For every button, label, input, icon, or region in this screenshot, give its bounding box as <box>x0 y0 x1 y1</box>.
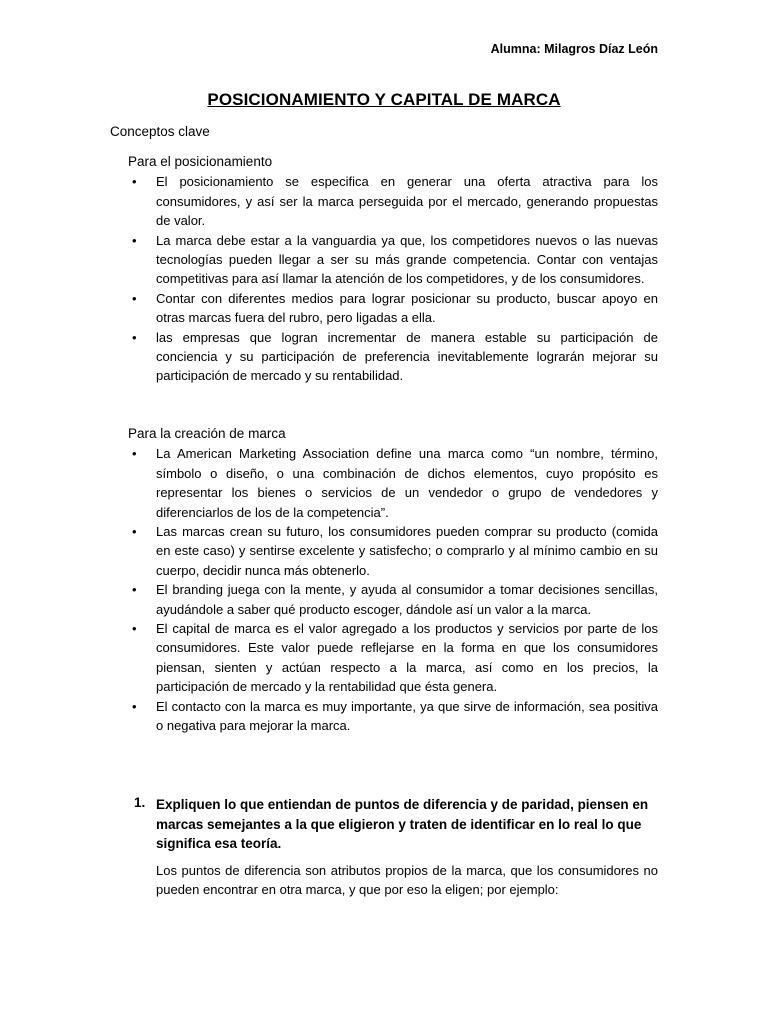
answer-paragraph: Los puntos de diferencia son atributos propios de la marca, que los consumidores no pueden encontrar en otra marca, y que por eso la eligen; por ejemplo: <box>156 863 658 898</box>
bullet-icon: • <box>132 329 137 345</box>
bullet-icon: • <box>132 621 137 637</box>
list-item: • El posicionamiento se especifica en generar una oferta atractiva para los consumidores, y así ser la marca perseguida por el mercado, generando propuestas de valor. <box>132 174 658 229</box>
question-text: Expliquen lo que entiendan de puntos de diferencia y de paridad, piensen en marcas semejantes a la que eligieron y traten de identificar en lo real lo que significa esa teoría. <box>156 797 649 851</box>
brand-creation-list <box>110 444 658 735</box>
bullet-icon: • <box>132 582 137 598</box>
author-name: Alumna: Milagros Díaz León <box>490 42 658 56</box>
bullet-icon: • <box>132 524 137 540</box>
brand-creation-heading: Para la creación de marca <box>128 426 286 441</box>
list-item: • Contar con diferentes medios para lograr posicionar su producto, buscar apoyo en otras marcas fuera del rubro, pero ligadas a ella. <box>132 290 658 326</box>
bullet-icon: • <box>132 446 137 462</box>
bullet-icon: • <box>132 698 137 714</box>
document-title: POSICIONAMIENTO Y CAPITAL DE MARCA <box>207 90 561 109</box>
list-item: • La American Marketing Association define una marca como “un nombre, término, símbolo o diseño, o una combinación de dichos elementos, cuyo propósito es representar los bienes o servicios de un vendedor o grupo de vendedores y diferenciarlos de los de la competencia”. <box>132 446 658 520</box>
list-item: • El capital de marca es el valor agregado a los productos y servicios por parte de los consumidores. Este valor puede reflejarse en la forma en que los consumidores piensan, sienten y actúan respecto a la marca, así como en los precios, la participación de mercado y la rentabilidad que ésta genera. <box>132 621 658 695</box>
bullet-icon: • <box>132 290 137 306</box>
brand-creation-section <box>110 424 658 736</box>
list-item: • Las marcas crean su futuro, los consumidores pueden comprar su producto (comida en este caso) y sentirse excelente y satisfecho; o comprarlo y al mínimo cambio en su cuerpo, decidir nunca más obtenerlo. <box>132 524 658 578</box>
positioning-heading: Para el posicionamiento <box>128 154 273 169</box>
bullet-icon: • <box>132 174 137 190</box>
question-number: 1. <box>134 795 146 810</box>
list-item: • las empresas que logran incrementar de manera estable su participación de conciencia y su participación de preferencia inevitablemente lograrán mejorar su participación de mercado y su rentabilidad. <box>132 329 658 384</box>
section-heading: Conceptos clave <box>110 124 210 139</box>
list-item: • La marca debe estar a la vanguardia ya que, los competidores nuevos o las nuevas tecnologías pueden llegar a ser su más grande competencia. Contar con ventajas competitivas para así llamar la atención de los competidores, y de los consumidores. <box>132 232 658 287</box>
positioning-section <box>110 152 658 386</box>
question-block <box>110 795 658 854</box>
bullet-icon: • <box>132 232 137 248</box>
list-item: • El branding juega con la mente, y ayuda al consumidor a tomar decisiones sencillas, ayudándole a saber qué producto escoger, dándole así un valor a la marca. <box>132 582 658 617</box>
positioning-list <box>110 172 658 385</box>
list-item: • El contacto con la marca es muy importante, ya que sirve de información, sea positiva o negativa para mejorar la marca. <box>132 698 658 734</box>
